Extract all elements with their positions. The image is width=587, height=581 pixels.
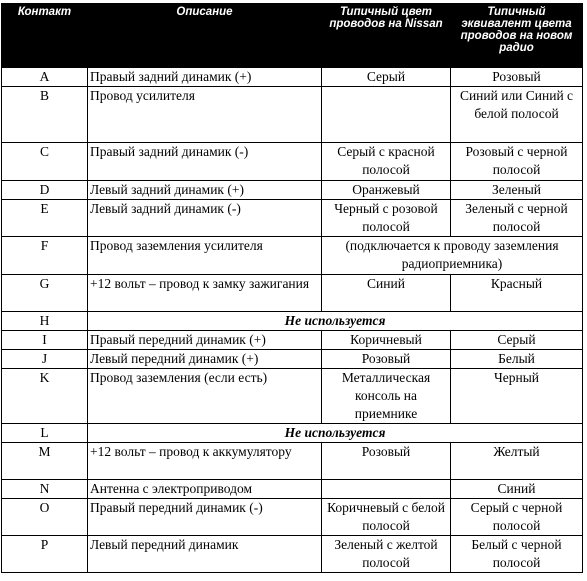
description-cell: Левый задний динамик (+) bbox=[88, 181, 322, 200]
description-cell: +12 вольт – провод к аккумулятору bbox=[88, 443, 322, 480]
pin-cell: H bbox=[2, 312, 88, 331]
pin-cell: I bbox=[2, 331, 88, 350]
description-cell: Правый передний динамик (+) bbox=[88, 331, 322, 350]
table-row bbox=[2, 87, 583, 143]
radio-color-cell: Синий или Синий с белой полосой bbox=[451, 87, 583, 143]
nissan-color-cell bbox=[322, 480, 451, 499]
nissan-color-cell: Розовый bbox=[322, 350, 451, 369]
table-row bbox=[2, 312, 583, 331]
table-row bbox=[2, 200, 583, 237]
pin-cell: E bbox=[2, 200, 88, 237]
table-row bbox=[2, 331, 583, 350]
table-row bbox=[2, 369, 583, 424]
table-row bbox=[2, 480, 583, 499]
table-row bbox=[2, 181, 583, 200]
wiring-pinout-table bbox=[1, 3, 583, 573]
radio-color-cell: Синий bbox=[451, 480, 583, 499]
description-cell: Левый задний динамик (-) bbox=[88, 200, 322, 237]
description-cell: Левый передний динамик (+) bbox=[88, 350, 322, 369]
pin-cell: D bbox=[2, 181, 88, 200]
description-cell: Правый задний динамик (+) bbox=[88, 68, 322, 87]
table-row bbox=[2, 275, 583, 312]
radio-color-cell: Красный bbox=[451, 275, 583, 312]
table-row bbox=[2, 424, 583, 443]
description-cell: Левый передний динамик bbox=[88, 536, 322, 573]
radio-color-cell: Зеленый bbox=[451, 181, 583, 200]
description-cell: Провод заземления усилителя bbox=[88, 237, 322, 275]
nissan-color-cell: Коричневый с белой полосой bbox=[322, 499, 451, 536]
radio-color-cell: Белый с черной полосой bbox=[451, 536, 583, 573]
header-description: Описание bbox=[88, 4, 322, 68]
table-row bbox=[2, 443, 583, 480]
nissan-color-cell: Оранжевый bbox=[322, 181, 451, 200]
nissan-color-cell bbox=[322, 87, 451, 143]
nissan-color-cell: Розовый bbox=[322, 443, 451, 480]
description-cell: Провод усилителя bbox=[88, 87, 322, 143]
nissan-color-cell: Металлическая консоль на приемнике bbox=[322, 369, 451, 424]
pin-cell: C bbox=[2, 143, 88, 181]
description-cell: Правый задний динамик (-) bbox=[88, 143, 322, 181]
table-row bbox=[2, 143, 583, 181]
wiring-table-container bbox=[1, 3, 583, 573]
table-row bbox=[2, 499, 583, 536]
nissan-color-cell: Коричневый bbox=[322, 331, 451, 350]
table-header-row bbox=[2, 4, 583, 68]
table-row bbox=[2, 536, 583, 573]
radio-color-cell: Розовый bbox=[451, 68, 583, 87]
nissan-color-cell: Серый с красной полосой bbox=[322, 143, 451, 181]
header-pin: Контакт bbox=[2, 4, 88, 68]
table-row bbox=[2, 350, 583, 369]
ground-note-cell: (подключается к проводу заземления радиоприемника) bbox=[322, 237, 583, 275]
table-row bbox=[2, 237, 583, 275]
pin-cell: A bbox=[2, 68, 88, 87]
description-cell: +12 вольт – провод к замку зажигания bbox=[88, 275, 322, 312]
unused-cell: Не используется bbox=[88, 312, 583, 331]
radio-color-cell: Розовый с черной полосой bbox=[451, 143, 583, 181]
pin-cell: P bbox=[2, 536, 88, 573]
pin-cell: J bbox=[2, 350, 88, 369]
pin-cell: B bbox=[2, 87, 88, 143]
pin-cell: N bbox=[2, 480, 88, 499]
pin-cell: O bbox=[2, 499, 88, 536]
radio-color-cell: Белый bbox=[451, 350, 583, 369]
radio-color-cell: Желтый bbox=[451, 443, 583, 480]
header-nissan-color: Типичный цвет проводов на Nissan bbox=[322, 4, 451, 68]
pin-cell: L bbox=[2, 424, 88, 443]
radio-color-cell: Зеленый с черной полосой bbox=[451, 200, 583, 237]
nissan-color-cell: Черный с розовой полосой bbox=[322, 200, 451, 237]
nissan-color-cell: Зеленый с желтой полосой bbox=[322, 536, 451, 573]
table-body bbox=[2, 68, 583, 573]
header-radio-color: Типичный эквивалент цвета проводов на новом радио bbox=[451, 4, 583, 68]
nissan-color-cell: Синий bbox=[322, 275, 451, 312]
pin-cell: K bbox=[2, 369, 88, 424]
unused-cell: Не используется bbox=[88, 424, 583, 443]
pin-cell: F bbox=[2, 237, 88, 275]
pin-cell: M bbox=[2, 443, 88, 480]
pin-cell: G bbox=[2, 275, 88, 312]
nissan-color-cell: Серый bbox=[322, 68, 451, 87]
description-cell: Провод заземления (если есть) bbox=[88, 369, 322, 424]
description-cell: Правый передний динамик (-) bbox=[88, 499, 322, 536]
description-cell: Антенна с электроприводом bbox=[88, 480, 322, 499]
radio-color-cell: Серый bbox=[451, 331, 583, 350]
radio-color-cell: Серый с черной полосой bbox=[451, 499, 583, 536]
radio-color-cell: Черный bbox=[451, 369, 583, 424]
table-row bbox=[2, 68, 583, 87]
